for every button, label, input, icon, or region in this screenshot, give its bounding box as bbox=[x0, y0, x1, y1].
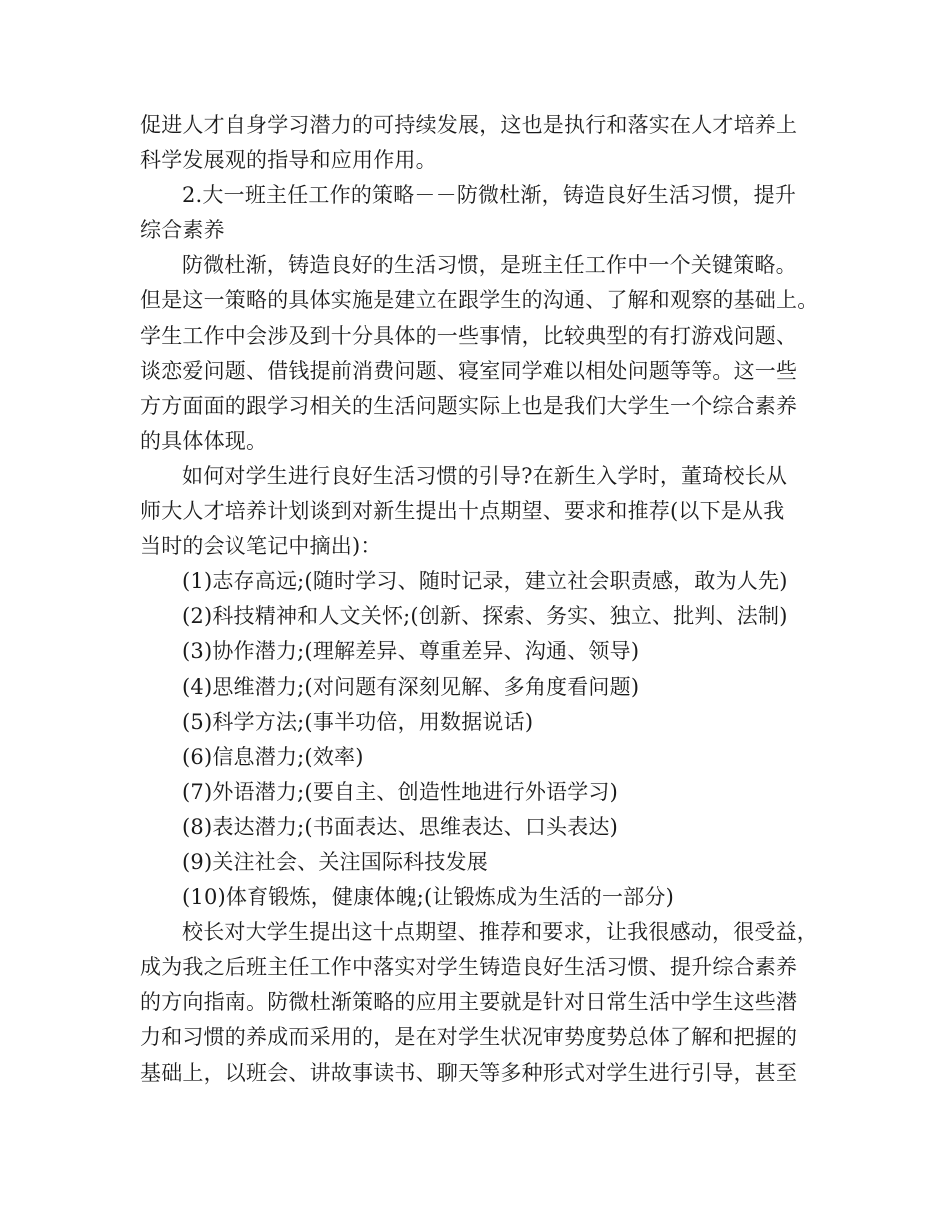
text-line: 但是这一策略的具体实施是建立在跟学生的沟通、了解和观察的基础上。 bbox=[140, 288, 819, 313]
text-line: 谈恋爱问题、借钱提前消费问题、寝室同学难以相处问题等等。这一些 bbox=[140, 358, 798, 383]
list-item: (9)关注社会、关注国际科技发展 bbox=[182, 849, 488, 874]
list-item: (5)科学方法;(事半功倍，用数据说话) bbox=[182, 709, 534, 734]
text-line: 的方向指南。防微杜渐策略的应用主要就是针对日常生活中学生这些潜 bbox=[140, 990, 798, 1015]
list-item: (4)思维潜力;(对问题有深刻见解、多角度看问题) bbox=[182, 674, 640, 699]
text-line: 的具体体现。 bbox=[140, 428, 268, 453]
text-line: 当时的会议笔记中摘出)： bbox=[140, 534, 382, 559]
text-line: 方方面面的跟学习相关的生活问题实际上也是我们大学生一个综合素养 bbox=[140, 393, 798, 418]
list-item: (1)志存高远;(随时学习、随时记录，建立社会职责感，敢为人先) bbox=[182, 569, 788, 594]
text-line: 如何对学生进行良好生活习惯的引导?在新生入学时，董琦校长从 bbox=[182, 463, 788, 488]
text-line: 学生工作中会涉及到十分具体的一些事情，比较典型的有打游戏问题、 bbox=[140, 323, 798, 348]
list-item: (3)协作潜力;(理解差异、尊重差异、沟通、领导) bbox=[182, 639, 640, 664]
text-line: 防微杜渐，铸造良好的生活习惯，是班主任工作中一个关键策略。 bbox=[182, 253, 797, 278]
text-line: 校长对大学生提出这十点期望、推荐和要求，让我很感动，很受益， bbox=[182, 920, 818, 945]
text-line: 师大人才培养计划谈到对新生提出十点期望、要求和推荐(以下是从我 bbox=[140, 499, 785, 524]
list-item: (10)体育锻炼，健康体魄;(让锻炼成为生活的一部分) bbox=[182, 885, 674, 910]
section-heading: 2.大一班主任工作的策略－－防微杜渐，铸造良好生活习惯，提升 bbox=[182, 183, 797, 208]
text-line: 成为我之后班主任工作中落实对学生铸造良好生活习惯、提升综合素养 bbox=[140, 955, 798, 980]
text-line: 力和习惯的养成而采用的，是在对学生状况审势度势总体了解和把握的 bbox=[140, 1025, 798, 1050]
text-line: 基础上，以班会、讲故事读书、聊天等多种形式对学生进行引导，甚至 bbox=[140, 1060, 798, 1085]
text-line: 促进人才自身学习潜力的可持续发展，这也是执行和落实在人才培养上 bbox=[140, 113, 798, 137]
section-heading-continued: 综合素养 bbox=[140, 218, 225, 243]
list-item: (8)表达潜力;(书面表达、思维表达、口头表达) bbox=[182, 814, 619, 839]
list-item: (2)科技精神和人文关怀;(创新、探索、务实、独立、批判、法制) bbox=[182, 604, 788, 629]
text-line: 科学发展观的指导和应用作用。 bbox=[140, 148, 437, 173]
list-item: (6)信息潜力;(效率) bbox=[182, 744, 364, 769]
document-body bbox=[140, 108, 950, 1091]
list-item: (7)外语潜力;(要自主、创造性地进行外语学习) bbox=[182, 779, 619, 804]
